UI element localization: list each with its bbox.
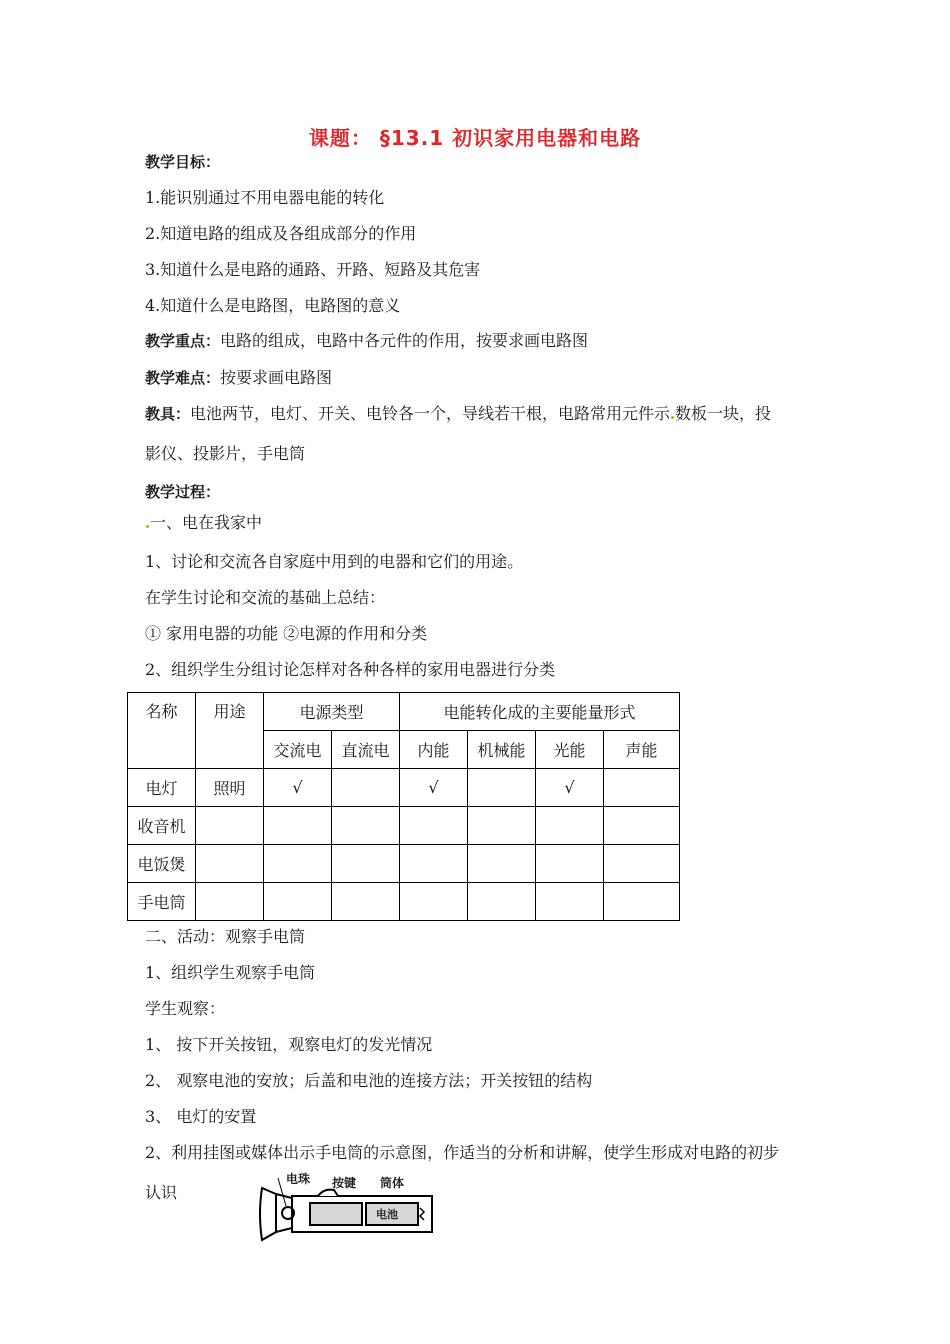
- tools: [145, 404, 771, 424]
- row-name: 收音机: [128, 807, 196, 845]
- s2-item-2: 2、利用挂图或媒体出示手电筒的示意图，作适当的分析和讲解，使学生形成对电路的初步: [145, 1143, 780, 1162]
- row-cell: [332, 883, 400, 921]
- row-cell: [604, 845, 680, 883]
- row-cell: [332, 807, 400, 845]
- classification-table: [127, 692, 680, 921]
- subheader-mechanical: 机械能: [468, 731, 536, 769]
- row-name: 电灯: [128, 769, 196, 807]
- row-cell: [536, 845, 604, 883]
- row-cell: [468, 769, 536, 807]
- section-1-title: 一、电在我家中: [150, 513, 263, 532]
- row-cell: [400, 883, 468, 921]
- goal-item: 2.知道电路的组成及各组成部分的作用: [145, 224, 417, 243]
- row-cell: [332, 845, 400, 883]
- flashlight-figure: [258, 1172, 438, 1252]
- row-use: [196, 807, 264, 845]
- row-cell: [536, 807, 604, 845]
- label-bulb: 电珠: [286, 1172, 311, 1186]
- s2-observation: 1、 按下开关按钮，观察电灯的发光情况: [145, 1035, 433, 1054]
- key-text: 电路的组成，电路中各元件的作用，按要求画电路图: [220, 331, 589, 350]
- row-cell: [468, 883, 536, 921]
- tools-text: 电池两节，电灯、开关、电铃各一个，导线若干根，电路常用元件示: [190, 404, 671, 423]
- header-name: 名称: [128, 693, 196, 769]
- s1-points: ① 家用电器的功能 ②电源的作用和分类: [145, 624, 428, 643]
- row-cell: [468, 845, 536, 883]
- difficulty: [145, 368, 332, 388]
- row-cell: [604, 807, 680, 845]
- subheader-ac: 交流电: [264, 731, 332, 769]
- difficulty-label: 教学难点：: [145, 369, 221, 387]
- row-cell: [264, 883, 332, 921]
- dot-mark: [146, 525, 149, 528]
- goal-item: 4.知道什么是电路图，电路图的意义: [145, 296, 401, 315]
- s2-item-2-cont: 认识: [145, 1183, 178, 1202]
- label-tube: 筒体: [380, 1176, 405, 1190]
- header-energy: 电能转化成的主要能量形式: [400, 693, 680, 731]
- row-use: [196, 845, 264, 883]
- subheader-dc: 直流电: [332, 731, 400, 769]
- difficulty-text: 按要求画电路图: [220, 368, 333, 387]
- row-cell: [400, 807, 468, 845]
- table-header-row: [128, 693, 680, 731]
- section-1: [145, 513, 262, 533]
- row-use: 照明: [196, 769, 264, 807]
- row-cell: [264, 807, 332, 845]
- table-row: [128, 807, 680, 845]
- subheader-light: 光能: [536, 731, 604, 769]
- s2-observe: 学生观察：: [145, 999, 226, 1018]
- subheader-sound: 声能: [604, 731, 680, 769]
- row-cell: [264, 845, 332, 883]
- section-2-title: 二、活动：观察手电筒: [145, 927, 306, 946]
- table-row: [128, 845, 680, 883]
- goal-item: 3.知道什么是电路的通路、开路、短路及其危害: [145, 260, 481, 279]
- row-use: [196, 883, 264, 921]
- row-name: 手电筒: [128, 883, 196, 921]
- s1-summary: 在学生讨论和交流的基础上总结：: [145, 588, 386, 607]
- s1-item-1: 1、讨论和交流各自家庭中用到的电器和它们的用途。: [145, 552, 524, 571]
- row-cell: √: [400, 769, 468, 807]
- header-power: 电源类型: [264, 693, 400, 731]
- s2-observation: 3、 电灯的安置: [145, 1107, 257, 1126]
- dot-mark: [671, 416, 674, 419]
- subheader-heat: 内能: [400, 731, 468, 769]
- header-use: 用途: [196, 693, 264, 769]
- label-battery: 电池: [376, 1208, 398, 1221]
- row-cell: [400, 845, 468, 883]
- tools-text-2: 影仪、投影片，手电筒: [145, 444, 306, 463]
- row-cell: [468, 807, 536, 845]
- process-heading: 教学过程：: [145, 483, 221, 501]
- tools-label: 教具：: [145, 405, 191, 423]
- key-label: 教学重点：: [145, 332, 221, 350]
- goal-item: 1.能识别通过不用电器电能的转化: [145, 188, 385, 207]
- row-cell: [536, 883, 604, 921]
- label-button: 按键: [332, 1176, 357, 1190]
- table-row: [128, 769, 680, 807]
- s2-item-1: 1、组织学生观察手电筒: [145, 963, 316, 982]
- table-row: [128, 883, 680, 921]
- row-cell: [604, 769, 680, 807]
- s1-item-2: 2、组织学生分组讨论怎样对各种各样的家用电器进行分类: [145, 660, 556, 679]
- key-points: [145, 331, 588, 351]
- row-cell: √: [264, 769, 332, 807]
- row-cell: [604, 883, 680, 921]
- row-cell: √: [536, 769, 604, 807]
- page-title: 课题： §13.1 初识家用电器和电路: [308, 126, 642, 150]
- s2-observation: 2、 观察电池的安放；后盖和电池的连接方法；开关按钮的结构: [145, 1071, 593, 1090]
- row-cell: [332, 769, 400, 807]
- goals-heading: 教学目标：: [145, 153, 221, 171]
- tools-text-cont: 数板一块，投: [675, 404, 772, 423]
- row-name: 电饭煲: [128, 845, 196, 883]
